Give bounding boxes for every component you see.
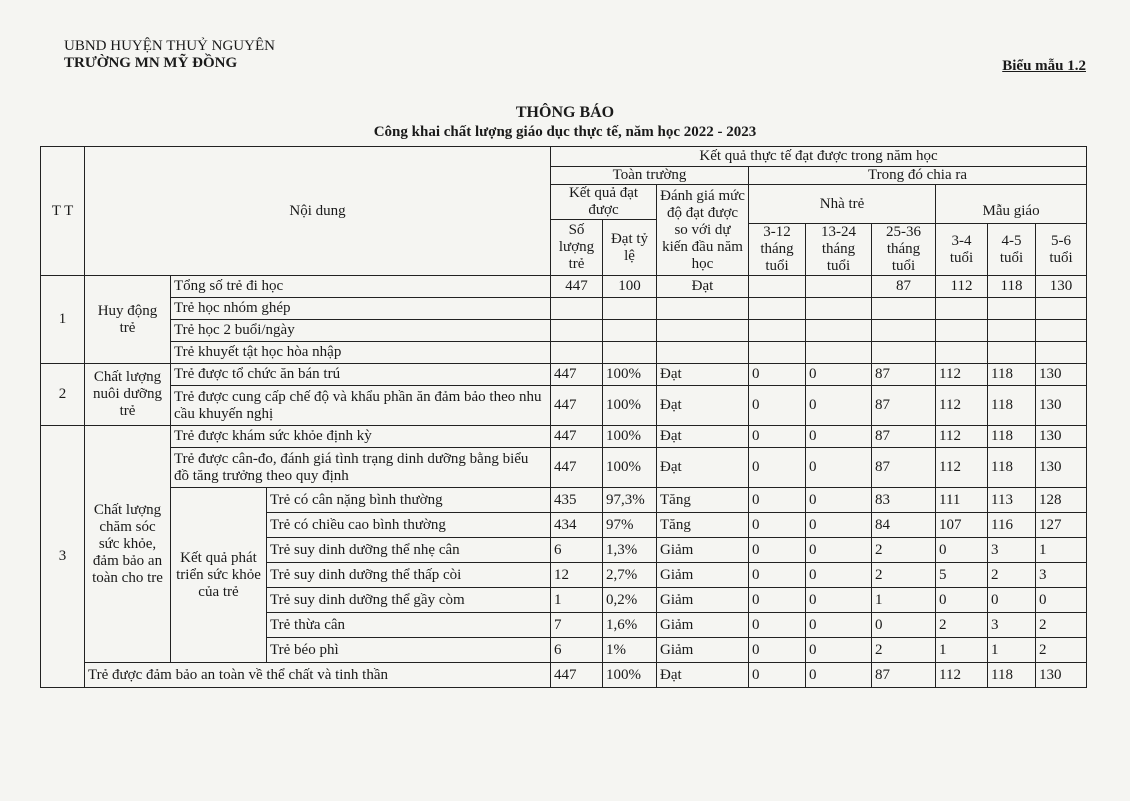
cell-count: 447 [551, 276, 603, 298]
cell-a5: 118 [988, 663, 1036, 688]
cell-assess: Đạt [657, 276, 749, 298]
cell-count: 1 [551, 588, 603, 613]
cell-a6: 130 [1036, 386, 1087, 426]
cell-a2: 0 [806, 663, 872, 688]
cell-a4 [936, 298, 988, 320]
cell-assess [657, 342, 749, 364]
cell-count: 447 [551, 426, 603, 448]
cell-a4: 1 [936, 638, 988, 663]
cell-a6: 2 [1036, 613, 1087, 638]
cell-a5: 3 [988, 613, 1036, 638]
cell-assess: Đạt [657, 364, 749, 386]
cell-a2 [806, 342, 872, 364]
cell-a4: 2 [936, 613, 988, 638]
cell-a1: 0 [749, 538, 806, 563]
cell-a4: 0 [936, 588, 988, 613]
document-title: THÔNG BÁO [515, 104, 615, 121]
cell-assess: Đạt [657, 663, 749, 688]
cell-rate: 100% [603, 386, 657, 426]
section-number: 2 [41, 364, 85, 426]
cell-a1 [749, 276, 806, 298]
section-label: Huy động trẻ [85, 276, 171, 364]
row-label: Trẻ béo phì [267, 638, 551, 663]
cell-a1 [749, 342, 806, 364]
cell-a1: 0 [749, 638, 806, 663]
cell-a1: 0 [749, 613, 806, 638]
cell-a2: 0 [806, 426, 872, 448]
cell-a5: 118 [988, 364, 1036, 386]
cell-a6: 130 [1036, 663, 1087, 688]
cell-count [551, 342, 603, 364]
cell-a4: 112 [936, 448, 988, 488]
cell-a5: 2 [988, 563, 1036, 588]
table-row [41, 364, 1087, 386]
cell-a6: 130 [1036, 448, 1087, 488]
cell-a3: 2 [872, 563, 936, 588]
cell-count: 447 [551, 663, 603, 688]
cell-count: 435 [551, 488, 603, 513]
cell-a1 [749, 320, 806, 342]
cell-assess [657, 320, 749, 342]
cell-a4: 112 [936, 364, 988, 386]
row-label: Trẻ được cân-đo, đánh giá tình trạng dinh dưỡng bằng biểu đồ tăng trưởng theo quy định [171, 448, 551, 488]
cell-a6 [1036, 320, 1087, 342]
header-content: Nội dung [85, 147, 551, 276]
row-label: Trẻ suy dinh dưỡng thể gầy còm [267, 588, 551, 613]
cell-a6: 127 [1036, 513, 1087, 538]
row-label: Trẻ được đảm bảo an toàn về thể chất và tinh thần [85, 663, 551, 688]
cell-count: 434 [551, 513, 603, 538]
cell-assess: Đạt [657, 448, 749, 488]
cell-a4: 107 [936, 513, 988, 538]
cell-a6: 0 [1036, 588, 1087, 613]
cell-assess: Giảm [657, 613, 749, 638]
cell-rate: 100% [603, 663, 657, 688]
header-age-5: 4-5 tuổi [988, 224, 1036, 276]
cell-a5: 118 [988, 426, 1036, 448]
header-tt: T T [41, 147, 85, 276]
cell-a5: 118 [988, 448, 1036, 488]
header-kg-spacer [936, 185, 1087, 201]
cell-a2: 0 [806, 513, 872, 538]
row-label: Trẻ học 2 buổi/ngày [171, 320, 551, 342]
cell-rate: 100% [603, 364, 657, 386]
cell-a2: 0 [806, 488, 872, 513]
cell-rate: 2,7% [603, 563, 657, 588]
cell-a3: 2 [872, 538, 936, 563]
cell-a2: 0 [806, 638, 872, 663]
cell-count: 447 [551, 386, 603, 426]
issuer-block [64, 38, 275, 72]
cell-a2: 0 [806, 613, 872, 638]
section-number: 1 [41, 276, 85, 364]
section-label: Chất lượng chăm sóc sức khỏe, đảm bảo an toàn cho tre [85, 426, 171, 663]
cell-a5 [988, 342, 1036, 364]
subsection-label: Kết quả phát triển sức khỏe của trẻ [171, 488, 267, 663]
row-label: Trẻ có cân nặng bình thường [267, 488, 551, 513]
cell-rate [603, 298, 657, 320]
table-row [41, 276, 1087, 298]
cell-assess: Tăng [657, 488, 749, 513]
cell-a6: 130 [1036, 276, 1087, 298]
cell-a2: 0 [806, 386, 872, 426]
cell-a5: 113 [988, 488, 1036, 513]
cell-a5: 1 [988, 638, 1036, 663]
section-number: 3 [41, 426, 85, 688]
quality-table [40, 146, 1087, 688]
cell-rate: 100% [603, 426, 657, 448]
cell-a3: 87 [872, 276, 936, 298]
cell-a6: 1 [1036, 538, 1087, 563]
row-label: Trẻ khuyết tật học hòa nhập [171, 342, 551, 364]
header-age-4: 3-4 tuổi [936, 224, 988, 276]
row-label: Trẻ suy dinh dưỡng thể nhẹ cân [267, 538, 551, 563]
cell-a6: 128 [1036, 488, 1087, 513]
cell-a3: 0 [872, 613, 936, 638]
header-age-2: 13-24 tháng tuổi [806, 224, 872, 276]
cell-rate [603, 320, 657, 342]
cell-a4: 112 [936, 663, 988, 688]
cell-a1: 0 [749, 588, 806, 613]
cell-assess: Giảm [657, 538, 749, 563]
cell-count: 6 [551, 638, 603, 663]
header-age-3: 25-36 tháng tuổi [872, 224, 936, 276]
cell-a4: 112 [936, 386, 988, 426]
row-label: Trẻ thừa cân [267, 613, 551, 638]
row-label: Trẻ được cung cấp chế độ và khẩu phần ăn đảm bảo theo nhu cầu khuyến nghị [171, 386, 551, 426]
cell-a3 [872, 342, 936, 364]
header-rate: Đạt tỷ lệ [603, 220, 657, 276]
cell-a1: 0 [749, 364, 806, 386]
cell-assess: Giảm [657, 563, 749, 588]
cell-a3: 87 [872, 364, 936, 386]
agency-name: UBND HUYỆN THUỶ NGUYÊN [64, 38, 275, 54]
row-label: Trẻ được tổ chức ăn bán trú [171, 364, 551, 386]
cell-rate: 0,2% [603, 588, 657, 613]
header-kindergarten: Mẫu giáo [936, 201, 1087, 224]
cell-count [551, 298, 603, 320]
cell-a5: 0 [988, 588, 1036, 613]
cell-a1: 0 [749, 448, 806, 488]
cell-count: 447 [551, 448, 603, 488]
cell-a2 [806, 298, 872, 320]
cell-count: 7 [551, 613, 603, 638]
cell-a4: 112 [936, 426, 988, 448]
cell-rate: 97,3% [603, 488, 657, 513]
table-row [41, 448, 1087, 488]
cell-a3: 2 [872, 638, 936, 663]
cell-a2: 0 [806, 538, 872, 563]
header-count: Số lượng trẻ [551, 220, 603, 276]
cell-rate [603, 342, 657, 364]
cell-rate: 100% [603, 448, 657, 488]
row-label: Trẻ học nhóm ghép [171, 298, 551, 320]
cell-assess: Giảm [657, 588, 749, 613]
cell-a6: 130 [1036, 364, 1087, 386]
cell-a2: 0 [806, 364, 872, 386]
cell-a3 [872, 298, 936, 320]
cell-a3: 87 [872, 426, 936, 448]
cell-a2: 0 [806, 563, 872, 588]
row-label: Trẻ suy dinh dưỡng thể thấp còi [267, 563, 551, 588]
cell-a2: 0 [806, 448, 872, 488]
cell-a4 [936, 320, 988, 342]
cell-a2 [806, 276, 872, 298]
table-row [41, 298, 1087, 320]
cell-a6: 3 [1036, 563, 1087, 588]
cell-a5: 116 [988, 513, 1036, 538]
cell-a4: 0 [936, 538, 988, 563]
cell-a4: 111 [936, 488, 988, 513]
form-code: Biểu mẫu 1.2 [1002, 58, 1086, 74]
cell-rate: 1% [603, 638, 657, 663]
table-row [41, 488, 1087, 513]
cell-rate: 1,6% [603, 613, 657, 638]
cell-a1: 0 [749, 663, 806, 688]
cell-a2: 0 [806, 588, 872, 613]
cell-a3: 87 [872, 386, 936, 426]
cell-a2 [806, 320, 872, 342]
cell-a4: 112 [936, 276, 988, 298]
cell-a1: 0 [749, 563, 806, 588]
header-age-1: 3-12 tháng tuổi [749, 224, 806, 276]
row-label: Trẻ có chiều cao bình thường [267, 513, 551, 538]
cell-a1: 0 [749, 513, 806, 538]
cell-a3: 83 [872, 488, 936, 513]
cell-a4 [936, 342, 988, 364]
cell-a6: 130 [1036, 426, 1087, 448]
table-row [41, 342, 1087, 364]
header-breakdown: Trong đó chia ra [749, 167, 1087, 185]
cell-count: 447 [551, 364, 603, 386]
cell-a3: 84 [872, 513, 936, 538]
header-nursery: Nhà trẻ [749, 185, 936, 224]
table-row [41, 663, 1087, 688]
cell-a1 [749, 298, 806, 320]
cell-a6 [1036, 342, 1087, 364]
cell-assess: Giảm [657, 638, 749, 663]
cell-a6: 2 [1036, 638, 1087, 663]
table-row [41, 386, 1087, 426]
header-assessment: Đánh giá mức độ đạt được so với dự kiến đầu năm học [657, 185, 749, 276]
header-result: Kết quả thực tế đạt được trong năm học [551, 147, 1087, 167]
cell-a3: 87 [872, 663, 936, 688]
cell-assess: Đạt [657, 386, 749, 426]
cell-assess: Tăng [657, 513, 749, 538]
school-name: TRƯỜNG MN MỸ ĐỒNG [64, 55, 238, 71]
cell-rate: 1,3% [603, 538, 657, 563]
cell-count: 12 [551, 563, 603, 588]
cell-a3: 1 [872, 588, 936, 613]
cell-count: 6 [551, 538, 603, 563]
cell-a5: 118 [988, 386, 1036, 426]
cell-rate: 100 [603, 276, 657, 298]
header-age-6: 5-6 tuổi [1036, 224, 1087, 276]
cell-a1: 0 [749, 426, 806, 448]
cell-a6 [1036, 298, 1087, 320]
cell-a4: 5 [936, 563, 988, 588]
cell-assess [657, 298, 749, 320]
header-whole-school: Toàn trường [551, 167, 749, 185]
cell-a3 [872, 320, 936, 342]
cell-a3: 87 [872, 448, 936, 488]
cell-rate: 97% [603, 513, 657, 538]
cell-a1: 0 [749, 488, 806, 513]
table-row [41, 320, 1087, 342]
cell-assess: Đạt [657, 426, 749, 448]
cell-a5: 118 [988, 276, 1036, 298]
header-achieved: Kết quả đạt được [551, 185, 657, 220]
cell-a5 [988, 298, 1036, 320]
row-label: Tổng số trẻ đi học [171, 276, 551, 298]
cell-a5: 3 [988, 538, 1036, 563]
row-label: Trẻ được khám sức khỏe định kỳ [171, 426, 551, 448]
document-subtitle: Công khai chất lượng giáo dục thực tế, năm học 2022 - 2023 [373, 124, 757, 140]
cell-a5 [988, 320, 1036, 342]
table-row [41, 426, 1087, 448]
section-label: Chất lượng nuôi dưỡng trẻ [85, 364, 171, 426]
cell-a1: 0 [749, 386, 806, 426]
cell-count [551, 320, 603, 342]
